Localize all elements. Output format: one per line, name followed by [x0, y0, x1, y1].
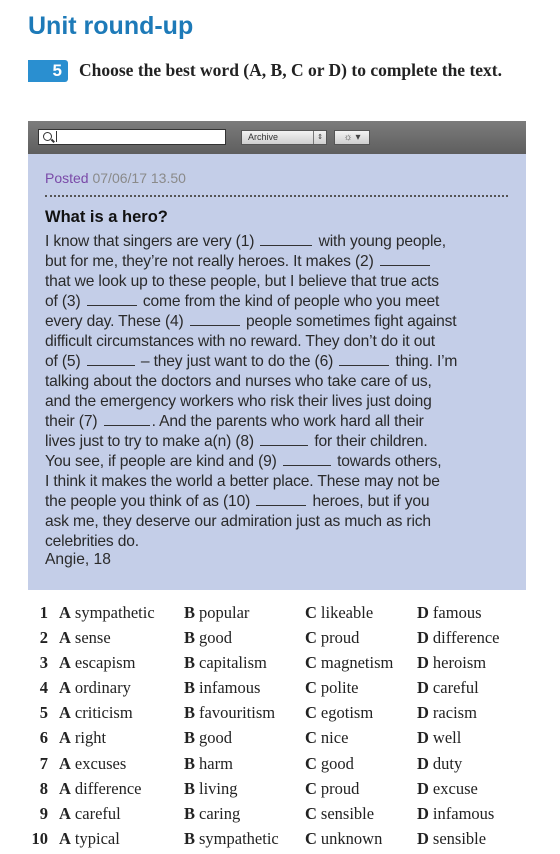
body-line: but for me, they’re not really heroes. It makes (2) — [45, 252, 517, 272]
body-line: ask me, they deserve our admiration just as much as rich — [45, 513, 431, 530]
option-row: 1 A sympathetic B popular C likeable D famous — [39, 603, 482, 622]
body-line: I know that singers are very (1) with young people, — [45, 233, 446, 250]
option-row: 3 A escapism B capitalism C magnetism D heroism — [39, 653, 487, 673]
body-line: of (3) come from the kind of people who you meet — [45, 293, 440, 310]
posted-date: 07/06/17 13.50 — [92, 170, 186, 186]
archive-label: Archive — [248, 132, 279, 142]
post-meta — [45, 170, 186, 186]
blog-post-panel — [28, 121, 526, 590]
body-line: every day. These (4) people sometimes fight against — [45, 313, 457, 330]
body-line: You see, if people are kind and (9) towards others, — [45, 453, 442, 470]
settings-menu-button[interactable]: ☼ ▾ — [334, 130, 370, 145]
answer-options — [28, 603, 538, 854]
archive-select[interactable] — [241, 130, 327, 145]
post-body — [45, 232, 517, 552]
body-line: talking about the doctors and nurses who take care of us, — [45, 373, 432, 390]
page-title: Unit round-up — [28, 12, 194, 40]
body-line: lives just to try to make a(n) (8) for their children. — [45, 433, 428, 450]
body-line: that we look up to these people, but I believe that true acts — [45, 273, 439, 290]
stepper-icon: ⇕ — [313, 131, 326, 144]
search-input[interactable] — [38, 129, 226, 145]
posted-label: Posted — [45, 170, 89, 186]
post-heading: What is a hero? — [45, 208, 168, 226]
post-signature: Angie, 18 — [45, 551, 111, 568]
option-row: 7 A excuses B harm C good D duty — [39, 753, 463, 773]
option-row: 2 A sense B good C proud D difference — [39, 628, 500, 648]
dotted-divider — [45, 195, 508, 197]
search-icon — [43, 132, 52, 141]
body-line: difficult circumstances with no reward. They don’t do it out — [45, 333, 435, 350]
text-cursor — [56, 131, 57, 142]
option-row: 8 A difference B living C proud D excuse — [39, 778, 478, 798]
body-line: of (5) – they just want to do the (6) thing. I’m — [45, 353, 458, 370]
body-line: and the emergency workers who risk their lives just doing — [45, 393, 432, 410]
body-line: celebrities do. — [45, 533, 139, 550]
exercise-instruction: Choose the best word (A, B, C or D) to complete the text. — [79, 60, 502, 80]
blog-toolbar — [28, 121, 526, 154]
body-line: I think it makes the world a better place. These may not be — [45, 473, 440, 490]
body-line: their (7) . And the parents who work hard all their — [45, 413, 424, 430]
option-row: 4 A ordinary B infamous C polite D careful — [39, 678, 479, 698]
option-row: 6 A right B good C nice D well — [39, 728, 462, 748]
option-row: 10 A typical B sympathetic C unknown D sensible — [31, 828, 487, 848]
exercise-number-badge: 5 — [28, 60, 68, 82]
option-row: 5 A criticism B favouritism C egotism D racism — [39, 703, 477, 723]
body-line: the people you think of as (10) heroes, but if you — [45, 493, 430, 510]
option-row: 9 A careful B caring C sensible D infamous — [39, 803, 495, 823]
